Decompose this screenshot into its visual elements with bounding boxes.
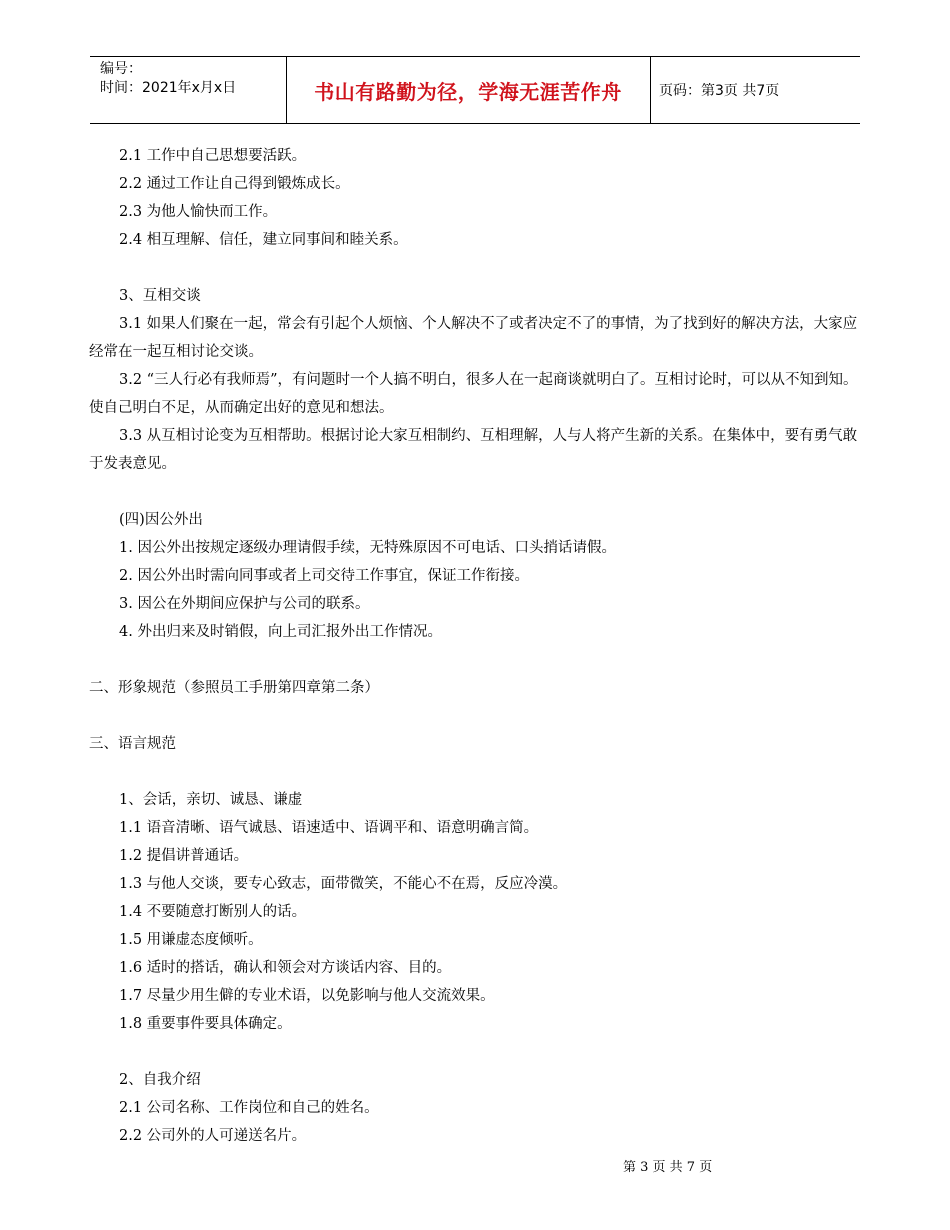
page-header [90, 56, 860, 124]
document-body [89, 142, 864, 1150]
list-item: 1.7 尽量少用生僻的专业术语，以免影响与他人交流效果。 [119, 988, 495, 1004]
section-heading: 3、互相交谈 [119, 288, 201, 304]
header-page-info: 页码：第3页 共7页 [659, 83, 780, 99]
header-meta [100, 60, 236, 98]
page-footer: 第 3 页 共 7 页 [623, 1160, 713, 1175]
list-item: 1.2 提倡讲普通话。 [119, 848, 249, 864]
list-item: 1.1 语音清晰、语气诚恳、语速适中、语调平和、语意明确言简。 [119, 820, 539, 836]
list-item: 3. 因公在外期间应保护与公司的联系。 [119, 596, 370, 612]
paragraph: 3.3 从互相讨论变为互相帮助。根据讨论大家互相制约、互相理解，人与人将产生新的关系。在集体中，要有勇气敢于发表意见。 [89, 428, 858, 472]
number-label: 编号： [100, 61, 142, 77]
section-heading: 三、语言规范 [89, 736, 176, 752]
header-divider [650, 57, 651, 123]
paragraph: 2.1 工作中自己思想要活跃。 [119, 148, 307, 164]
time-label: 时间：2021年x月x日 [100, 80, 237, 96]
section-heading: (四)因公外出 [119, 512, 203, 528]
section-heading: 2、自我介绍 [119, 1072, 201, 1088]
paragraph: 2.3 为他人愉快而工作。 [119, 204, 278, 220]
list-item: 1.3 与他人交谈，要专心致志，面带微笑，不能心不在焉，反应冷漠。 [119, 876, 568, 892]
header-motto: 书山有路勤为径，学海无涯苦作舟 [314, 79, 622, 104]
list-item: 1.4 不要随意打断别人的话。 [119, 904, 307, 920]
list-item: 2.2 公司外的人可递送名片。 [119, 1128, 307, 1144]
paragraph: 3.2 “三人行必有我师焉”，有问题时一个人搞不明白，很多人在一起商谈就明白了。互相讨论时，可以从不知到知。使自己明白不足，从而确定出好的意见和想法。 [89, 372, 858, 416]
paragraph: 2.2 通过工作让自己得到锻炼成长。 [119, 176, 350, 192]
list-item: 1.8 重要事件要具体确定。 [119, 1016, 292, 1032]
section-heading: 二、形象规范（参照员工手册第四章第二条） [89, 680, 379, 696]
paragraph: 3.1 如果人们聚在一起，常会有引起个人烦恼、个人解决不了或者决定不了的事情，为了找到好的解决方法，大家应经常在一起互相讨论交谈。 [89, 316, 858, 360]
list-item: 1. 因公外出按规定逐级办理请假手续，无特殊原因不可电话、口头捎话请假。 [119, 540, 616, 556]
list-item: 2. 因公外出时需向同事或者上司交待工作事宜，保证工作衔接。 [119, 568, 529, 584]
list-item: 2.1 公司名称、工作岗位和自己的姓名。 [119, 1100, 379, 1116]
list-item: 1.6 适时的搭话，确认和领会对方谈话内容、目的。 [119, 960, 452, 976]
list-item: 4. 外出归来及时销假，向上司汇报外出工作情况。 [119, 624, 442, 640]
list-item: 1.5 用谦虚态度倾听。 [119, 932, 263, 948]
section-heading: 1、会话，亲切、诚恳、谦虚 [119, 792, 303, 808]
paragraph: 2.4 相互理解、信任，建立同事间和睦关系。 [119, 232, 408, 248]
